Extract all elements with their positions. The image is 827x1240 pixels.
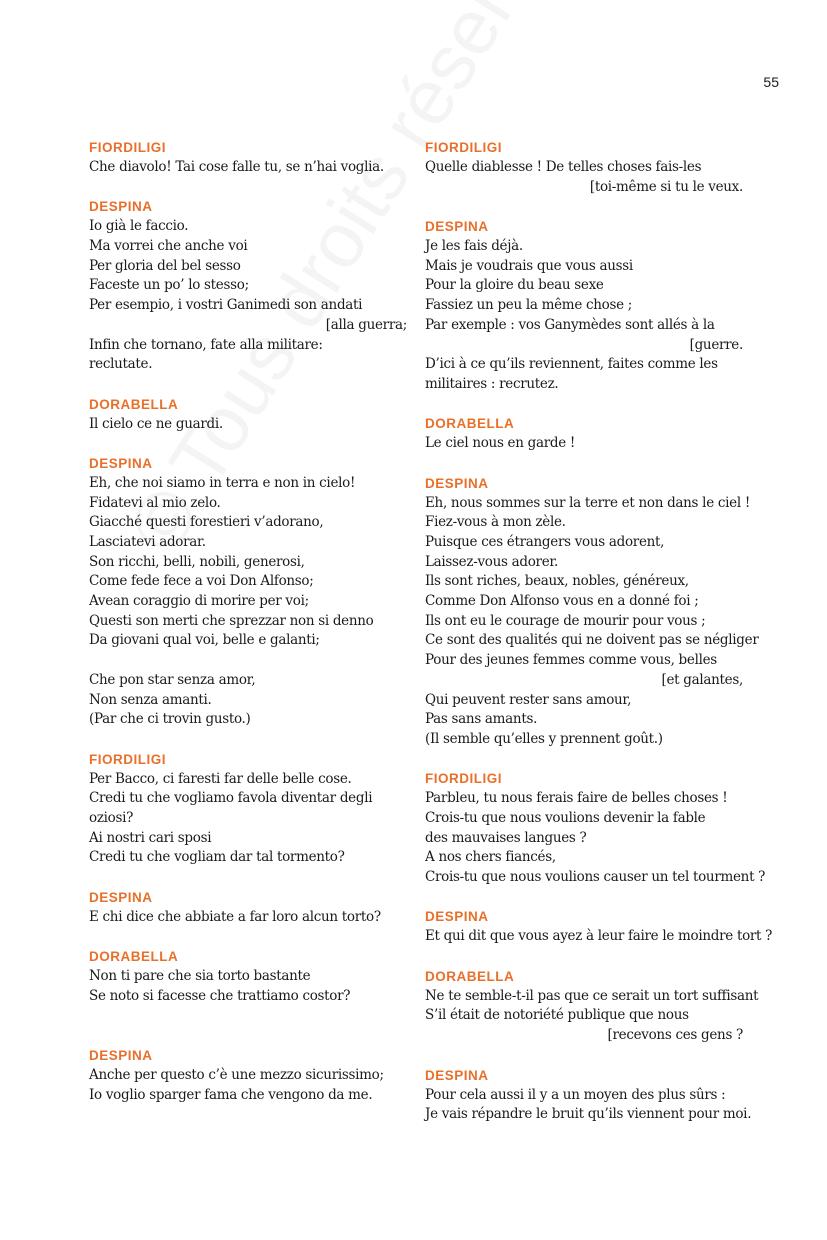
verse-line: Ils sont riches, beaux, nobles, généreux, [425, 573, 689, 590]
verse-line: Le ciel nous en garde ! [425, 435, 576, 452]
speaker-name: FIORDILIGI [89, 751, 166, 767]
verse-line: Et qui dit que vous ayez à leur faire le moindre tort ? [425, 928, 773, 945]
speaker-name: DORABELLA [89, 949, 179, 965]
verse-line: Mais je voudrais que vous aussi [425, 257, 633, 274]
block-spacer [425, 888, 743, 908]
speaker-name: DESPINA [89, 199, 153, 215]
verse-continuation: [et galantes, [661, 671, 743, 688]
verse-line: Ai nostri cari sposi [89, 829, 212, 846]
verse-line: Quelle diablesse ! De telles choses fais-les [425, 159, 702, 175]
verse-line: des mauvaises langues ? [425, 829, 587, 846]
verse-continuation: [guerre. [689, 336, 743, 353]
dialogue-block [425, 769, 766, 887]
verse-line: oziosi? [89, 809, 134, 826]
dialogue-block [89, 197, 407, 375]
verse-line: Lasciatevi adorar. [89, 534, 206, 550]
verse-line: Ils ont eu le courage de mourir pour vous ; [425, 612, 706, 629]
speaker-name: DESPINA [89, 455, 153, 471]
page-number: 55 [763, 74, 779, 90]
verse-line: Pour cela aussi il y a un moyen des plus sûrs : [425, 1086, 726, 1103]
dialogue-block [425, 1066, 752, 1125]
dialogue-block [425, 138, 743, 197]
verse-line: (Par che ci trovin gusto.) [89, 711, 251, 728]
verse-line: Je les fais déjà. [425, 238, 523, 255]
verse-line: Je vais répandre le bruit qu’ils viennent pour moi. [425, 1106, 752, 1123]
verse-line: Ma vorrei che anche voi [89, 238, 248, 255]
dialogue-block [425, 414, 743, 454]
dialogue-block [425, 907, 773, 947]
block-spacer [425, 454, 743, 474]
verse-line: Per Bacco, ci faresti far delle belle cose. [89, 770, 352, 787]
speaker-name: DORABELLA [425, 968, 515, 984]
verse-line: Ce sont des qualités qui ne doivent pas se négliger [425, 632, 759, 649]
dialogue-block [425, 217, 743, 395]
verse-line: S’il était de notoriété publique que nous [425, 1007, 689, 1024]
verse-line: Par exemple : vos Ganymèdes sont allés à la [425, 316, 715, 333]
verse-line: Fidatevi al mio zelo. [89, 494, 221, 511]
dialogue-block [425, 474, 759, 750]
verse-line: Ne te semble-t-il pas que ce serait un tort suffisant [425, 987, 759, 1004]
verse-continuation: [toi-même si tu le veux. [589, 178, 743, 195]
verse-line: Il cielo ce ne guardi. [89, 415, 223, 432]
verse-line: Se noto si facesse che trattiamo costor? [89, 987, 351, 1004]
italian-column [89, 138, 407, 1105]
block-spacer [425, 750, 743, 770]
verse-line: Questi son merti che sprezzar non si denno [89, 612, 374, 629]
verse-line: Per esempio, i vostri Ganimedi son andati [89, 297, 363, 314]
verse-line: D’ici à ce qu’ils reviennent, faites comme les [425, 356, 718, 373]
verse-line: Giacché questi forestieri v’adorano, [89, 514, 324, 531]
verse-line: Io voglio sparger fama che vengono da me. [89, 1086, 373, 1103]
speaker-name: DESPINA [425, 909, 489, 925]
verse-line: Comme Don Alfonso vous en a donné foi ; [425, 593, 699, 610]
speaker-name: DESPINA [425, 1067, 489, 1083]
verse-line: Che diavolo! Tai cose falle tu, se n’hai voglia. [89, 159, 384, 175]
verse-line: Pour la gloire du beau sexe [425, 277, 604, 294]
dialogue-block [89, 395, 407, 435]
speaker-name: DORABELLA [89, 396, 179, 412]
verse-line: Crois-tu que nous voulions causer un tel tourment ? [425, 869, 766, 885]
dialogue-block [425, 967, 759, 1046]
verse-line: Per gloria del bel sesso [89, 257, 241, 274]
verse-line: Anche per questo c’è une mezzo sicurissimo; [89, 1066, 384, 1083]
verse-line: Qui peuvent rester sans amour, [425, 691, 632, 708]
verse-line: militaires : recrutez. [425, 375, 559, 392]
dialogue-block [89, 138, 407, 178]
verse-line: Non ti pare che sia torto bastante [89, 968, 311, 985]
verse-line: Che pon star senza amor, [89, 671, 256, 688]
verse-line: Faceste un po’ lo stesso; [89, 277, 249, 294]
verse-line: Puisque ces étrangers vous adorent, [425, 534, 665, 550]
verse-line: Crois-tu que nous voulions devenir la fable [425, 809, 706, 826]
verse-continuation: [alla guerra; [325, 316, 407, 333]
verse-line: Credi tu che vogliam dar tal tormento? [89, 849, 345, 866]
verse-line: Avean coraggio di morire per voi; [89, 593, 309, 610]
dialogue-block [89, 750, 407, 868]
speaker-name: FIORDILIGI [425, 140, 502, 155]
verse-line: Pas sans amants. [425, 711, 538, 728]
block-spacer [89, 375, 407, 395]
verse-line: Fassiez un peu la même chose ; [425, 297, 633, 314]
verse-line: Io già le faccio. [89, 218, 189, 235]
verse-continuation: [recevons ces gens ? [607, 1027, 743, 1044]
speaker-name: DESPINA [89, 1047, 153, 1063]
verse-line: E chi dice che abbiate a far loro alcun torto? [89, 908, 381, 925]
verse-line: Fiez-vous à mon zèle. [425, 514, 566, 531]
verse-line: Laissez-vous adorer. [425, 553, 559, 570]
block-spacer [89, 730, 407, 750]
dialogue-block [89, 454, 407, 730]
speaker-name: DORABELLA [425, 416, 515, 432]
speaker-name: FIORDILIGI [89, 140, 166, 155]
speaker-name: DESPINA [425, 219, 489, 235]
dialogue-block [89, 947, 407, 1026]
block-spacer [425, 197, 743, 217]
block-spacer [89, 178, 407, 198]
block-spacer [89, 1026, 407, 1046]
verse-line: Eh, nous sommes sur la terre et non dans le ciel ! [425, 494, 750, 511]
verse-line: Non senza amanti. [89, 691, 212, 708]
verse-line: Son ricchi, belli, nobili, generosi, [89, 553, 305, 570]
blank-line [89, 651, 407, 671]
speaker-name: FIORDILIGI [425, 771, 502, 787]
verse-line: Credi tu che vogliamo favola diventar degli [89, 790, 373, 807]
block-spacer [89, 927, 407, 947]
dialogue-block [89, 1046, 407, 1105]
verse-line: (Il semble qu’elles y prennent goût.) [425, 730, 663, 747]
verse-line: reclutate. [89, 356, 153, 373]
verse-line: Eh, che noi siamo in terra e non in cielo! [89, 474, 356, 491]
verse-line: Parbleu, tu nous ferais faire de belles choses ! [425, 790, 728, 807]
french-column [425, 138, 773, 1125]
block-spacer [425, 395, 743, 415]
verse-line: Pour des jeunes femmes comme vous, belles [425, 652, 717, 669]
speaker-name: DESPINA [425, 475, 489, 491]
verse-line: Da giovani qual voi, belle e galanti; [89, 632, 320, 649]
block-spacer [425, 947, 743, 967]
block-spacer [89, 434, 407, 454]
verse-line: Come fede fece a voi Don Alfonso; [89, 573, 314, 590]
verse-line: Infin che tornano, fate alla militare: [89, 336, 323, 353]
block-spacer [425, 1046, 743, 1066]
blank-line [89, 1006, 407, 1026]
speaker-name: DESPINA [89, 889, 153, 905]
block-spacer [89, 868, 407, 888]
verse-line: A nos chers fiancés, [425, 849, 556, 866]
dialogue-block [89, 888, 407, 928]
